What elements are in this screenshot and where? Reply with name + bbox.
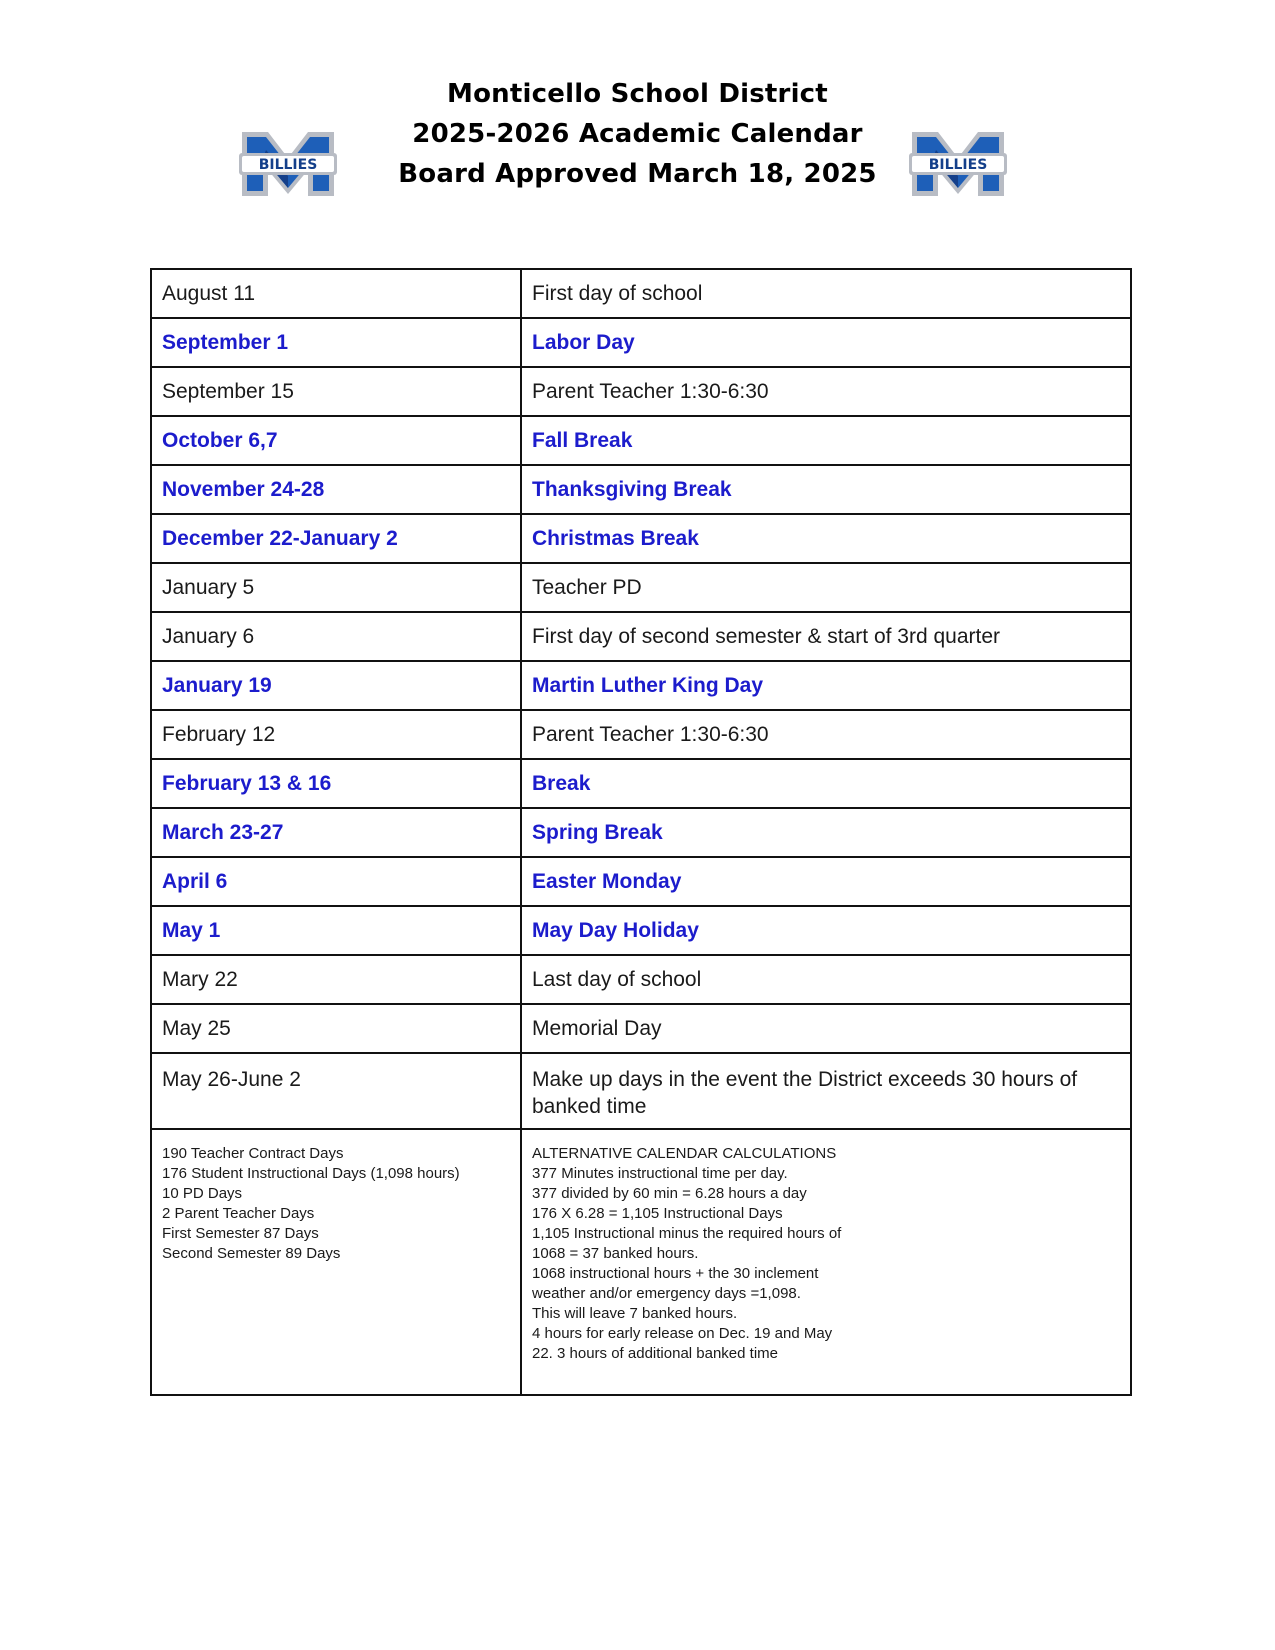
date-cell: October 6,7 [151,416,521,465]
calculation-line: This will leave 7 banked hours. [532,1305,738,1322]
calendar-row [151,710,1131,759]
calendar-row [151,1053,1131,1129]
event-cell: Thanksgiving Break [521,465,1131,514]
summary-right-cell [521,1129,1131,1395]
logo-text: BILLIES [928,157,988,173]
calendar-row [151,269,1131,318]
event-cell: Teacher PD [521,563,1131,612]
holiday-row [151,759,1131,808]
event-cell: Martin Luther King Day [521,661,1131,710]
summary-line: Second Semester 89 Days [162,1245,341,1262]
event-cell: Fall Break [521,416,1131,465]
summary-left-cell [151,1129,521,1395]
date-cell: February 12 [151,710,521,759]
date-cell: September 1 [151,318,521,367]
date-cell: February 13 & 16 [151,759,521,808]
date-cell: November 24-28 [151,465,521,514]
calendar-row [151,955,1131,1004]
event-cell: Last day of school [521,955,1131,1004]
event-cell: Break [521,759,1131,808]
logo-text: BILLIES [258,157,318,173]
event-cell: Memorial Day [521,1004,1131,1053]
calendar-title: 2025-2026 Academic Calendar [412,119,863,149]
calendar-row [151,563,1131,612]
date-cell: Mary 22 [151,955,521,1004]
summary-line: 2 Parent Teacher Days [162,1205,315,1222]
event-cell: Christmas Break [521,514,1131,563]
holiday-row [151,857,1131,906]
calculations-heading: ALTERNATIVE CALENDAR CALCULATIONS [532,1145,837,1162]
calculation-line: 176 X 6.28 = 1,105 Instructional Days [532,1205,783,1222]
summary-row [151,1129,1131,1395]
calendar-body [151,269,1131,1395]
date-cell: May 26-June 2 [151,1053,521,1129]
summary-line: 176 Student Instructional Days (1,098 hours) [162,1165,460,1182]
holiday-row [151,808,1131,857]
holiday-row [151,906,1131,955]
calculation-line: weather and/or emergency days =1,098. [532,1285,801,1302]
event-cell: Labor Day [521,318,1131,367]
summary-line: First Semester 87 Days [162,1225,319,1242]
event-cell: Parent Teacher 1:30-6:30 [521,367,1131,416]
calculation-line: 377 divided by 60 min = 6.28 hours a day [532,1185,807,1202]
holiday-row [151,318,1131,367]
calculation-line: 1,105 Instructional minus the required hours of [532,1225,842,1242]
event-cell: First day of second semester & start of 3rd quarter [521,612,1131,661]
event-cell: First day of school [521,269,1131,318]
calculation-line: 377 Minutes instructional time per day. [532,1165,788,1182]
date-cell: January 19 [151,661,521,710]
calendar-row [151,1004,1131,1053]
date-cell: January 5 [151,563,521,612]
calculation-line: 1068 = 37 banked hours. [532,1245,699,1262]
calculation-line: 1068 instructional hours + the 30 inclement [532,1265,819,1282]
calendar-table [150,268,1132,1396]
event-cell: Easter Monday [521,857,1131,906]
event-cell: Make up days in the event the District exceeds 30 hours of banked time [521,1053,1131,1129]
holiday-row [151,661,1131,710]
summary-line: 190 Teacher Contract Days [162,1145,344,1162]
billies-m-logo-icon [908,128,1008,200]
event-cell: Spring Break [521,808,1131,857]
holiday-row [151,416,1131,465]
calculation-line: 4 hours for early release on Dec. 19 and May [532,1325,833,1342]
title-block [0,74,1275,194]
date-cell: May 25 [151,1004,521,1053]
date-cell: December 22-January 2 [151,514,521,563]
summary-line: 10 PD Days [162,1185,243,1202]
date-cell: January 6 [151,612,521,661]
date-cell: March 23-27 [151,808,521,857]
date-cell: September 15 [151,367,521,416]
approval-date: Board Approved March 18, 2025 [398,159,877,189]
date-cell: August 11 [151,269,521,318]
holiday-row [151,514,1131,563]
holiday-row [151,465,1131,514]
date-cell: April 6 [151,857,521,906]
document-header [0,70,1275,220]
date-cell: May 1 [151,906,521,955]
calendar-row [151,367,1131,416]
billies-logo-right [908,128,1008,200]
calendar-row [151,612,1131,661]
calculation-line: 22. 3 hours of additional banked time [532,1345,778,1362]
event-cell: May Day Holiday [521,906,1131,955]
district-name: Monticello School District [447,79,828,109]
event-cell: Parent Teacher 1:30-6:30 [521,710,1131,759]
